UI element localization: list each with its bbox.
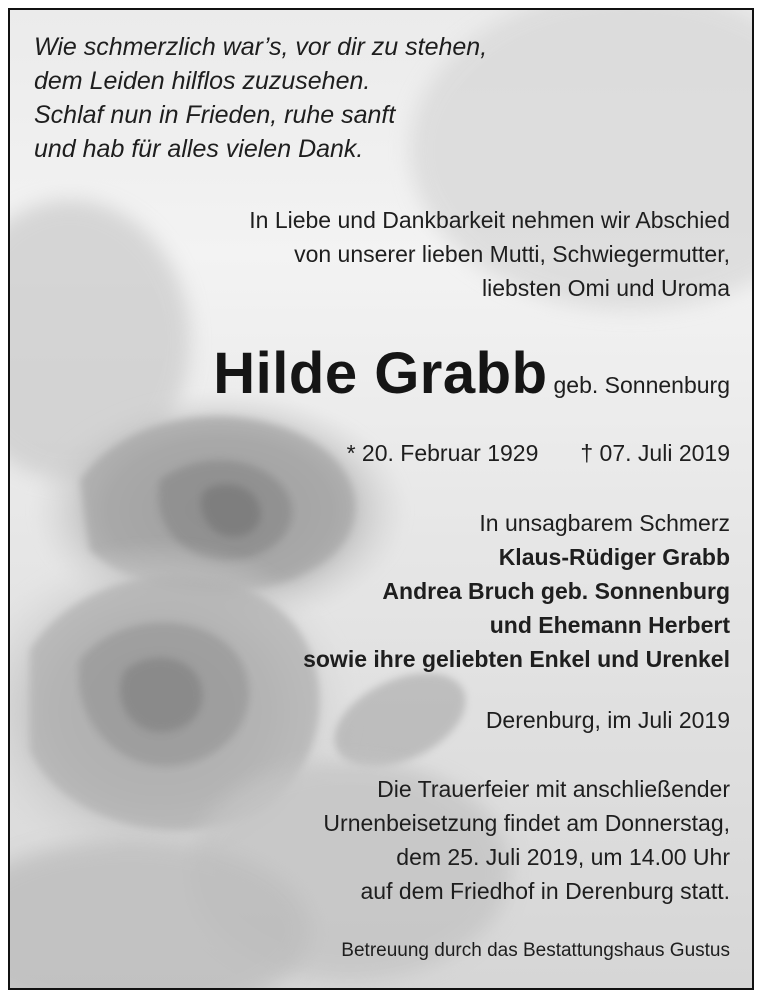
ceremony-info <box>323 772 730 908</box>
intro-line: liebsten Omi und Uroma <box>482 275 730 301</box>
death-date: † 07. Juli 2019 <box>580 440 730 466</box>
mourners-intro: In unsagbarem Schmerz <box>479 510 730 536</box>
place-date: Derenburg, im Juli 2019 <box>485 707 730 733</box>
intro-line: von unserer lieben Mutti, Schwiegermutter, <box>294 241 730 267</box>
poem-line: Wie schmerzlich war’s, vor dir zu stehen, <box>34 33 488 61</box>
mourners-block <box>303 506 730 676</box>
life-dates <box>347 436 730 470</box>
intro-line: In Liebe und Dankbarkeit nehmen wir Abschied <box>249 207 730 233</box>
maiden-name: geb. Sonnenburg <box>553 372 730 398</box>
poem-line: und hab für alles vielen Dank. <box>34 135 364 163</box>
ceremony-line: auf dem Friedhof in Derenburg statt. <box>360 878 730 904</box>
deceased-name: Hilde Grabb <box>213 341 548 406</box>
notice-content <box>10 10 752 988</box>
obituary-notice <box>8 8 754 990</box>
funeral-home-credit: Betreuung durch das Bestattungshaus Gustus <box>341 940 730 961</box>
mourner-name: sowie ihre geliebten Enkel und Urenkel <box>303 646 730 672</box>
mourner-name: Klaus-Rüdiger Grabb <box>498 544 730 570</box>
poem-line: dem Leiden hilflos zuzusehen. <box>34 67 371 95</box>
memorial-poem <box>34 30 487 166</box>
mourner-name: und Ehemann Herbert <box>489 612 730 638</box>
ceremony-line: Urnenbeisetzung findet am Donnerstag, <box>323 810 730 836</box>
farewell-intro <box>249 203 730 305</box>
mourner-name: Andrea Bruch geb. Sonnenburg <box>382 578 730 604</box>
birth-date: * 20. Februar 1929 <box>346 440 539 466</box>
ceremony-line: Die Trauerfeier mit anschließender <box>377 776 730 802</box>
ceremony-line: dem 25. Juli 2019, um 14.00 Uhr <box>396 844 730 870</box>
poem-line: Schlaf nun in Frieden, ruhe sanft <box>34 101 396 129</box>
deceased-name-row <box>213 342 730 417</box>
